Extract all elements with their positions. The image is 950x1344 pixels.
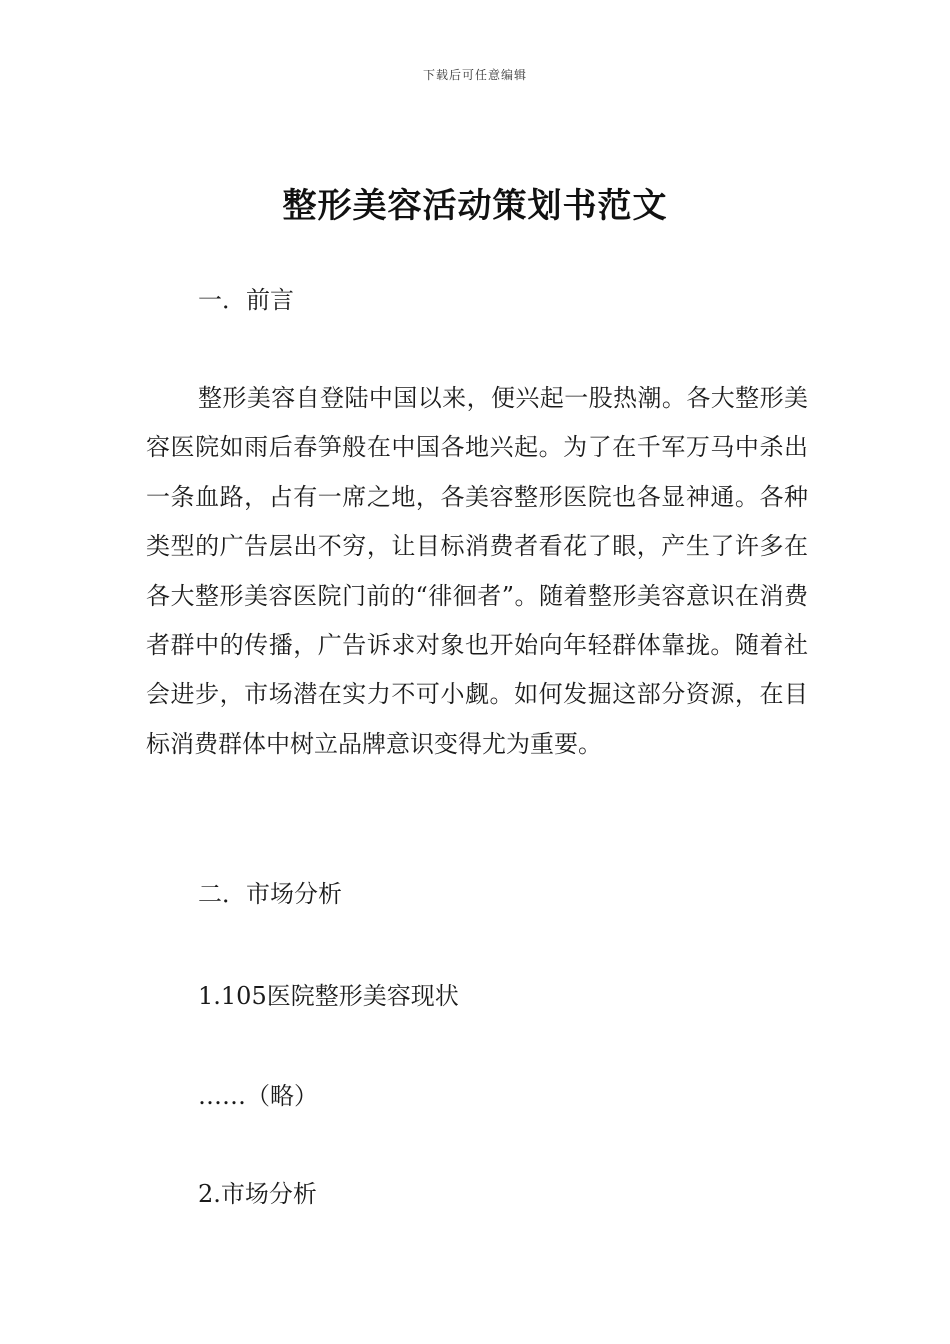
subsection-heading-market-analysis: 2.市场分析 xyxy=(198,1180,317,1208)
header-note: 下载后可任意编辑 xyxy=(422,68,527,82)
document-title: 整形美容活动策划书范文 xyxy=(282,186,668,226)
section-heading-preface: 一．前言 xyxy=(198,286,294,314)
section-heading-market-analysis: 二．市场分析 xyxy=(198,880,342,908)
omitted-content-note: ……（略） xyxy=(198,1082,318,1110)
subsection-heading-hospital-status: 1.105医院整形美容现状 xyxy=(198,982,459,1010)
preface-paragraph: 整形美容自登陆中国以来，便兴起一股热潮。各大整形美容医院如雨后春笋般在中国各地兴起。为了在千军万马中杀出一条血路，占有一席之地，各美容整形医院也各显神通。各种类型的广告层出不穷，让目标消费者看花了眼，产生了许多在各大整形美容医院门前的“徘徊者”。随着整形美容意识在消费者群中的传播，广告诉求对象也开始向年轻群体靠拢。随着社会进步，市场潜在实力不可小觑。如何发掘这部分资源，在目标消费群体中树立品牌意识变得尤为重要。 xyxy=(146,384,808,758)
